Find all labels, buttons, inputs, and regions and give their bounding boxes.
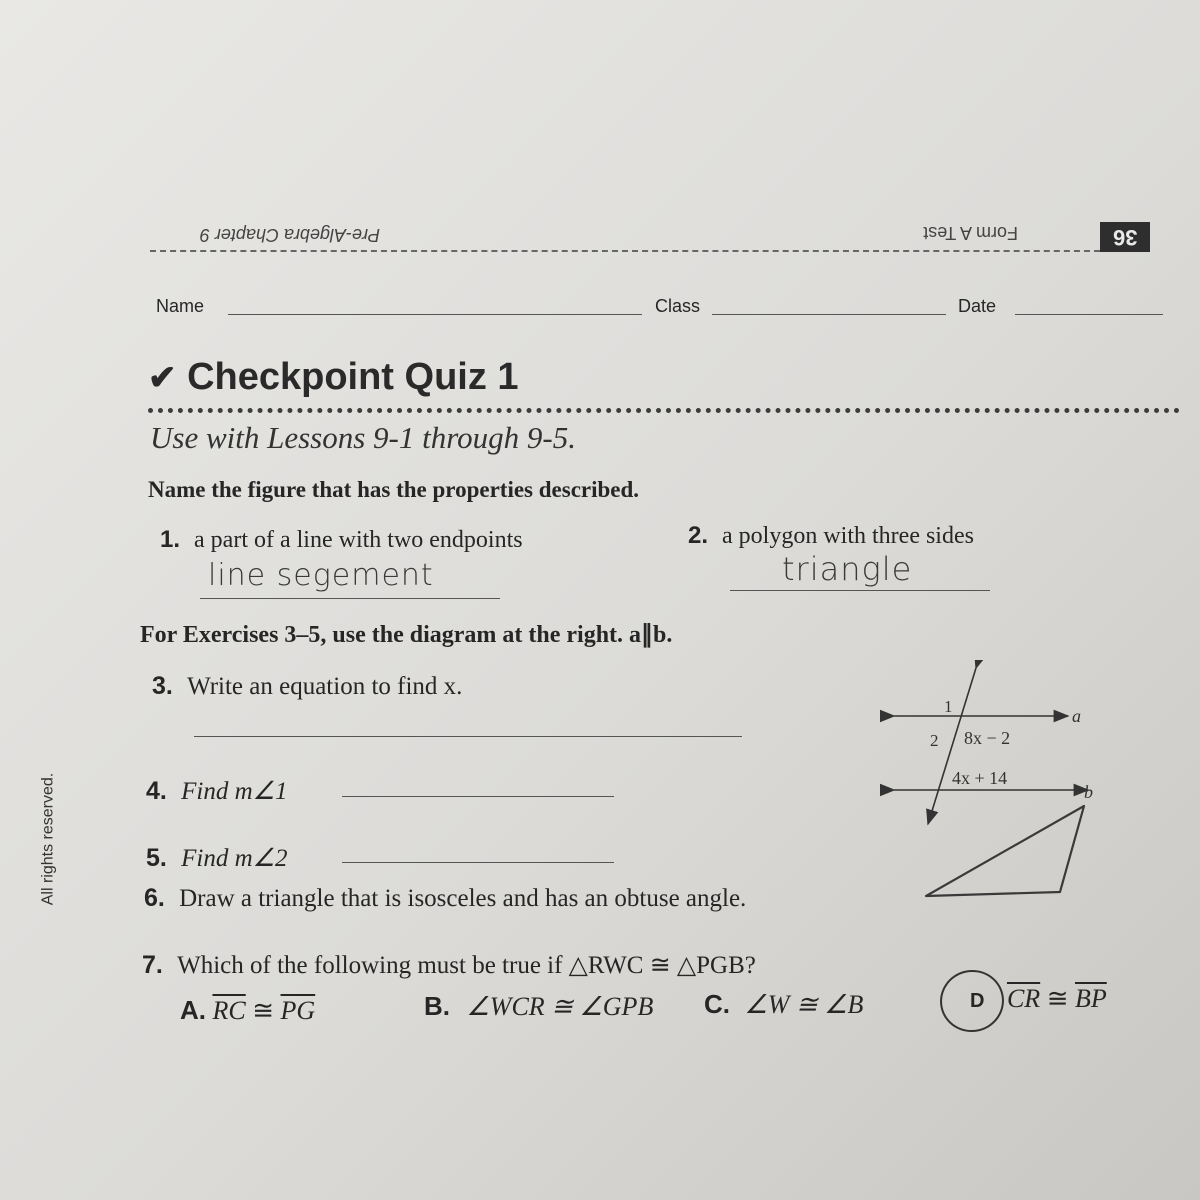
date-label: Date [958,296,997,316]
choice-d-segment-1: $\overline{CR}$ [1006,984,1041,1013]
check-mark-icon: ✔ [148,359,177,397]
choice-d-segment-2: $\overline{BP}$ [1074,984,1107,1013]
choice-a-congruent: ≅ [252,996,275,1025]
class-field[interactable] [712,296,946,315]
q3-answer-field[interactable] [194,720,742,737]
title-dotted-rule [148,408,1180,413]
choice-c-text: ∠W ≅ ∠B [744,990,864,1019]
choice-a-letter: A. [180,995,206,1025]
subtitle: Use with Lessons 9-1 through 9-5. [150,420,576,455]
q6-text: Draw a triangle that is isosceles and has an obtuse angle. [179,885,747,912]
question-1 [160,526,523,554]
q6-number: 6. [144,884,165,912]
title-text: Checkpoint Quiz 1 [187,356,519,398]
section1-instruction: Name the figure that has the properties described. [148,477,640,502]
form-label: Form A Test [923,223,1018,243]
q4-answer-field[interactable] [342,782,614,797]
choice-d-letter: D [970,990,985,1012]
angle-1-label: 1 [944,697,953,716]
choice-c[interactable] [704,989,863,1020]
header-dotted-rule [150,250,1100,252]
q5-answer-field[interactable] [342,848,614,863]
q2-text: a polygon with three sides [722,523,974,549]
date-field[interactable] [1015,296,1163,315]
q3-number: 3. [152,672,173,700]
choice-d[interactable] [970,984,1107,1014]
choice-b-text: ∠WCR ≅ ∠GPB [466,992,654,1021]
q3-text: Write an equation to find x. [187,673,463,700]
choice-a-segment-1: $\overline{RC}$ [212,996,246,1025]
question-6 [144,884,746,913]
choice-b[interactable] [424,991,653,1022]
question-2 [688,522,974,550]
name-field[interactable] [228,296,642,315]
name-label: Name [156,296,205,316]
chapter-label: Pre-Algebra Chapter 9 [199,225,380,245]
q2-answer: triangle [782,550,913,588]
q5-number: 5. [146,844,167,872]
q1-text: a part of a line with two endpoints [194,527,523,553]
question-7 [142,950,756,980]
line-b-label: b [1084,782,1093,802]
question-4 [146,776,288,806]
question-5 [146,843,288,873]
page-number-box [1100,222,1150,252]
q7-number: 7. [142,951,163,979]
parallel-lines-diagram [880,660,1120,920]
angle-2-label: 2 [930,731,939,750]
question-3 [152,672,462,701]
q5-text: Find m∠2 [181,845,288,872]
q7-text: Which of the following must be true if △RWC ≅ △PGB? [177,952,756,979]
line-a-label: a [1072,706,1081,726]
rights-reserved-text: All rights reserved. [39,772,57,906]
drawn-triangle [926,806,1084,896]
choice-c-letter: C. [704,989,730,1019]
q1-answer: line segement [208,558,434,593]
q2-number: 2. [688,522,709,549]
choice-a[interactable] [180,995,315,1026]
class-label: Class [655,296,701,316]
section2-instruction: For Exercises 3–5, use the diagram at the right. a∥b. [140,622,673,648]
choice-d-congruent: ≅ [1046,984,1069,1013]
page-title [148,356,519,399]
q1-number: 1. [160,526,181,553]
q4-text: Find m∠1 [181,778,288,805]
expr-bottom-label: 4x + 14 [952,768,1008,788]
page-number: 36 [1112,225,1138,250]
choice-b-letter: B. [424,991,450,1021]
choice-a-segment-2: $\overline{PG}$ [280,996,316,1025]
q4-number: 4. [146,777,167,805]
expr-top-label: 8x − 2 [964,728,1011,748]
